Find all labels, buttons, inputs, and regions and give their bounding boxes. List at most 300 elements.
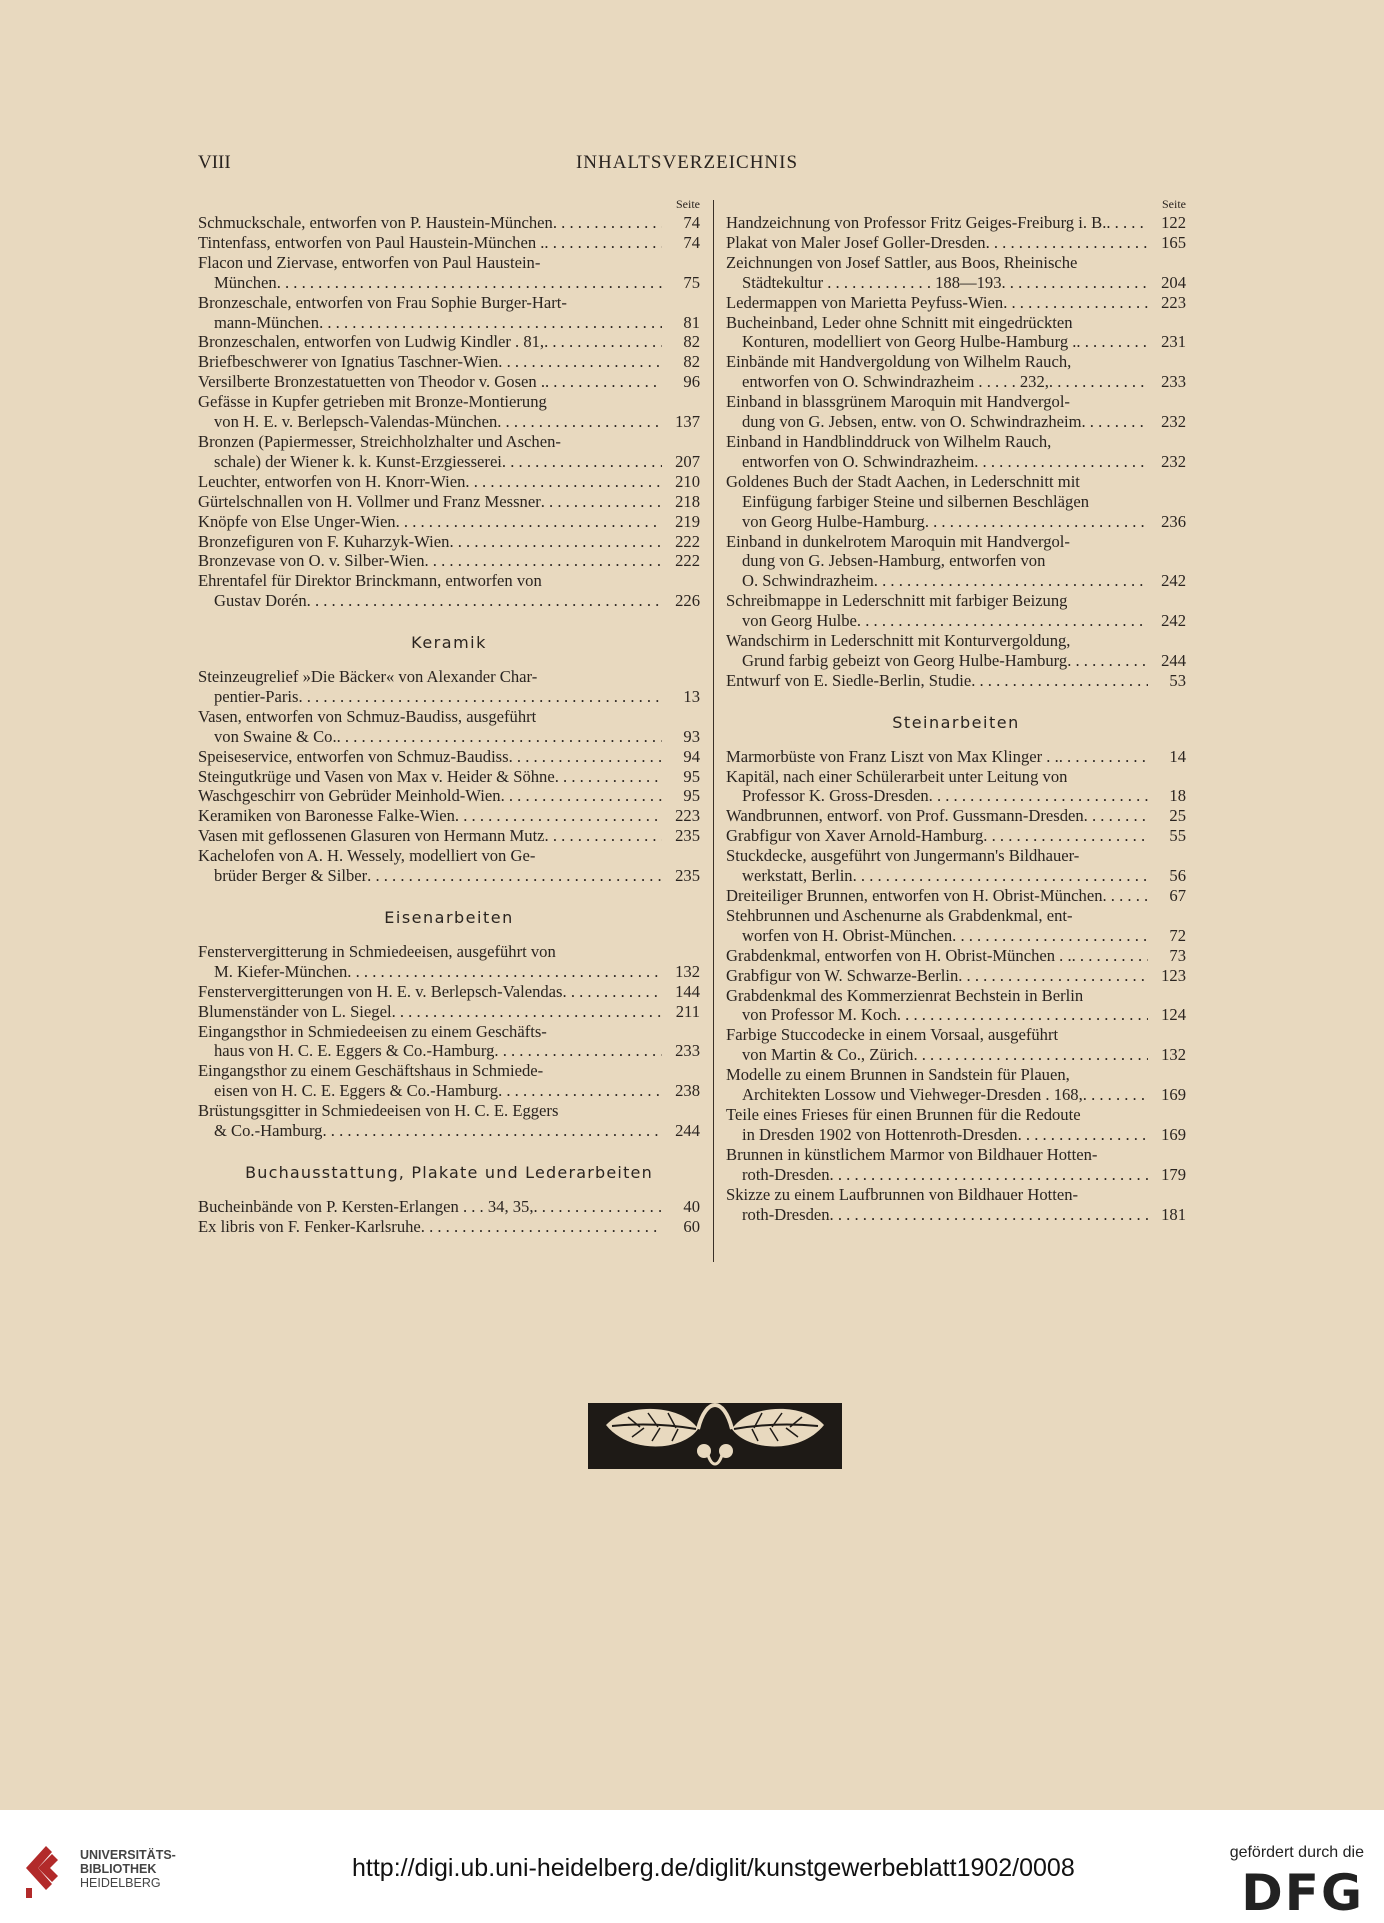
entry-text: Kachelofen von A. H. Wessely, modelliert von Ge- <box>198 846 536 866</box>
toc-entry-line <box>726 1025 1186 1045</box>
toc-entry <box>198 1197 700 1217</box>
toc-entry <box>726 213 1186 233</box>
dot-leader <box>307 591 662 611</box>
dot-leader <box>337 727 662 747</box>
dot-leader <box>897 1005 1148 1025</box>
dot-leader <box>983 826 1148 846</box>
entry-text: Bronzen (Papiermesser, Streichholzhalter und Aschen- <box>198 431 561 451</box>
toc-entry <box>726 1145 1186 1185</box>
dot-leader <box>958 966 1148 986</box>
toc-entry <box>198 767 700 787</box>
toc-entry-line <box>726 1005 1186 1025</box>
page-reference: 231 <box>1161 332 1186 352</box>
entry-text: brüder Berger & Silber <box>214 866 368 886</box>
page-reference: 132 <box>675 961 700 981</box>
dot-leader <box>425 551 663 571</box>
seite-label: Seite <box>676 197 700 211</box>
toc-entry-line <box>198 1217 700 1237</box>
page-reference: 75 <box>683 272 700 292</box>
entry-text: Bronzeschalen, entworfen von Ludwig Kindler . 81, <box>198 332 545 352</box>
entry-text: Blumenständer von L. Siegel <box>198 1001 392 1021</box>
dot-leader <box>830 1165 1148 1185</box>
page-reference: 223 <box>675 806 700 826</box>
dot-leader <box>544 332 662 352</box>
page-reference: 96 <box>683 372 700 392</box>
toc-entry <box>198 1022 700 1062</box>
entry-text: Grabdenkmal des Kommerzienrat Bechstein in Berlin <box>726 985 1084 1005</box>
toc-entry <box>198 293 700 333</box>
page-reference: 226 <box>675 591 700 611</box>
entry-text: M. Kiefer-München <box>214 961 348 981</box>
page-reference: 235 <box>675 866 700 886</box>
entry-text: Modelle zu einem Brunnen in Sandstein für Plauen, <box>726 1065 1070 1085</box>
page-reference: 233 <box>675 1041 700 1061</box>
toc-entry <box>198 1002 700 1022</box>
entry-text: Brunnen in künstlichem Marmor von Bildhauer Hotten- <box>726 1144 1098 1164</box>
entry-text: Fenstervergitterungen von H. E. v. Berlepsch-Valendas <box>198 981 563 1001</box>
section-heading: Buchausstattung, Plakate und Lederarbeiten <box>245 1162 653 1182</box>
toc-entry <box>198 942 700 982</box>
page-reference: 95 <box>683 786 700 806</box>
page-reference: 236 <box>1161 511 1186 531</box>
entry-text: Einfügung farbiger Steine und silbernen Beschlägen <box>742 491 1089 511</box>
entry-text: Ledermappen von Marietta Peyfuss-Wien <box>726 292 1004 312</box>
dot-leader <box>929 786 1148 806</box>
dot-leader <box>1059 747 1148 767</box>
entry-text: Briefbeschwerer von Ignatius Taschner-Wien <box>198 352 499 372</box>
toc-entry <box>726 767 1186 807</box>
toc-entry-line <box>726 233 1186 253</box>
dot-leader <box>298 687 662 707</box>
dot-leader <box>509 747 662 767</box>
toc-entry-line <box>726 986 1186 1006</box>
toc-entry <box>198 372 700 392</box>
section-heading: Steinarbeiten <box>892 712 1020 732</box>
toc-entry <box>726 253 1186 293</box>
toc-entry-line <box>198 293 700 313</box>
entry-text: Stuckdecke, ausgeführt von Jungermann's Bildhauer- <box>726 846 1080 866</box>
toc-entry-line <box>726 512 1186 532</box>
seite-label: Seite <box>1162 197 1186 211</box>
entry-text: Teile eines Frieses für einen Brunnen für die Redoute <box>726 1104 1081 1124</box>
page-reference: 124 <box>1161 1005 1186 1025</box>
entry-text: Einbände mit Handvergoldung von Wilhelm Rauch, <box>726 352 1072 372</box>
page-reference: 55 <box>1169 826 1186 846</box>
entry-text: Schmuckschale, entworfen von P. Haustein-München <box>198 213 553 232</box>
toc-entry <box>198 492 700 512</box>
dot-leader <box>497 412 662 432</box>
toc-entry-line <box>726 631 1186 651</box>
page-reference: 18 <box>1169 786 1186 806</box>
entry-text: Vasen, entworfen von Schmuz-Baudiss, ausgeführt <box>198 706 537 726</box>
toc-entry-line <box>198 352 700 372</box>
leaf-ornament-icon <box>588 1395 842 1475</box>
page-reference: 207 <box>675 451 700 471</box>
toc-entry-line <box>198 591 700 611</box>
entry-text: Gustav Dorén <box>214 591 307 611</box>
toc-entry-line <box>198 1002 700 1022</box>
page-reference: 165 <box>1161 232 1186 252</box>
toc-entry-line <box>198 492 700 512</box>
page-reference: 235 <box>675 826 700 846</box>
entry-text: Farbige Stuccodecke in einem Vorsaal, ausgeführt <box>726 1025 1059 1045</box>
toc-entry <box>198 1061 700 1101</box>
entry-text: Einband in blassgrünem Maroquin mit Handvergol- <box>726 392 1070 412</box>
toc-entry-line <box>726 313 1186 333</box>
entry-text: Dreiteiliger Brunnen, entworfen von H. Obrist-München <box>726 886 1103 905</box>
toc-entry-line <box>726 1105 1186 1125</box>
entry-text: Leuchter, entworfen von H. Knorr-Wien <box>198 471 466 491</box>
toc-entry-line <box>198 866 700 886</box>
toc-entry-line <box>726 332 1186 352</box>
entry-text: Tintenfass, entworfen von Paul Haustein-München . <box>198 232 545 252</box>
page-header <box>198 152 1176 178</box>
toc-entry-line <box>726 372 1186 392</box>
toc-entry-line <box>726 472 1186 492</box>
toc-entry-line <box>198 432 700 452</box>
entry-text: Steingutkrüge und Vasen von Max v. Heider & Söhne <box>198 766 555 786</box>
toc-entry-line <box>726 806 1186 826</box>
toc-entry-line <box>198 1061 700 1081</box>
toc-entry-line <box>726 571 1186 591</box>
entry-text: Grabdenkmal, entworfen von H. Obrist-München . . <box>726 945 1072 965</box>
toc-entry-line <box>726 946 1186 966</box>
page-reference: 73 <box>1169 945 1186 965</box>
dot-leader <box>925 512 1148 532</box>
dot-leader <box>498 1081 662 1101</box>
toc-entry-line <box>198 1101 700 1121</box>
dot-leader <box>541 492 662 512</box>
toc-entry-line <box>198 273 700 293</box>
entry-text: von H. E. v. Berlepsch-Valendas-München <box>214 412 498 432</box>
page-reference: 93 <box>683 726 700 746</box>
entry-text: von Georg Hulbe-Hamburg <box>742 511 925 531</box>
dot-leader <box>913 1045 1148 1065</box>
entry-text: Grabfigur von Xaver Arnold-Hamburg <box>726 826 984 846</box>
entry-text: pentier-Paris <box>214 686 299 706</box>
entry-text: Zeichnungen von Josef Sattler, aus Boos, Rheinische <box>726 252 1078 272</box>
page-reference: 218 <box>675 491 700 511</box>
entry-text: Ex libris von F. Fenker-Karlsruhe <box>198 1216 421 1236</box>
toc-entry <box>726 1065 1186 1105</box>
page-reference: 14 <box>1169 746 1186 766</box>
entry-text: Bronzeschale, entworfen von Frau Sophie Burger-Hart- <box>198 292 567 312</box>
toc-entry-line <box>726 906 1186 926</box>
entry-text: Wandbrunnen, entworf. von Prof. Gussmann-Dresden <box>726 806 1084 826</box>
toc-entry-line <box>198 687 700 707</box>
dot-leader <box>1082 412 1149 432</box>
toc-entry <box>198 332 700 352</box>
toc-entry <box>198 846 700 886</box>
dot-leader <box>986 233 1148 253</box>
toc-entry <box>198 806 700 826</box>
toc-entry <box>198 532 700 552</box>
page-reference: 74 <box>683 213 700 232</box>
page-reference: 25 <box>1169 806 1186 826</box>
toc-entry <box>198 253 700 293</box>
entry-text: von Swaine & Co. <box>214 726 337 746</box>
toc-entry <box>726 906 1186 946</box>
entry-text: mann-München <box>214 312 320 332</box>
entry-text: O. Schwindrazheim <box>742 571 874 591</box>
toc-entry-line <box>726 1085 1186 1105</box>
toc-entry-line <box>726 452 1186 472</box>
page-reference: 53 <box>1169 670 1186 690</box>
toc-entry-line <box>198 1081 700 1101</box>
toc-entry <box>198 233 700 253</box>
entry-text: dung von G. Jebsen-Hamburg, entworfen von <box>742 551 1046 571</box>
toc-entry-line <box>198 532 700 552</box>
page-reference: 219 <box>675 511 700 531</box>
toc-entry-line <box>198 253 700 273</box>
toc-entry-line <box>726 786 1186 806</box>
dot-leader <box>502 452 662 472</box>
entry-text: in Dresden 1902 von Hottenroth-Dresden <box>742 1124 1018 1144</box>
toc-entry <box>726 313 1186 353</box>
dot-leader <box>501 786 662 806</box>
source-url-link[interactable]: http://digi.ub.uni-heidelberg.de/diglit/kunstgewerbeblatt1902/0008 <box>352 1854 1075 1882</box>
entry-text: von Professor M. Koch <box>742 1005 897 1025</box>
page-reference: 123 <box>1161 965 1186 985</box>
toc-entry-line <box>726 392 1186 412</box>
dot-leader <box>1083 1085 1148 1105</box>
toc-entry <box>726 986 1186 1026</box>
page-reference: 233 <box>1161 372 1186 392</box>
library-line-2: BIBLIOTHEK <box>80 1862 157 1876</box>
entry-text: Entwurf von E. Siedle-Berlin, Studie <box>726 670 972 690</box>
toc-entry-line <box>198 1121 700 1141</box>
toc-entry-line <box>726 826 1186 846</box>
library-line-3: HEIDELBERG <box>80 1876 161 1890</box>
toc-entry-line <box>198 962 700 982</box>
right-column <box>726 197 1186 1224</box>
toc-entry-line <box>198 512 700 532</box>
dot-leader <box>421 1217 662 1237</box>
toc-entry-line <box>726 747 1186 767</box>
toc-entry <box>198 352 700 372</box>
toc-entry-line <box>726 651 1186 671</box>
page-reference: 169 <box>1161 1124 1186 1144</box>
toc-entry-line <box>198 412 700 432</box>
page-reference: 204 <box>1161 272 1186 292</box>
page-reference: 211 <box>675 1001 700 1021</box>
toc-entry-line <box>198 233 700 253</box>
toc-entry-line <box>198 942 700 962</box>
dot-leader <box>1003 293 1148 313</box>
page-reference: 82 <box>683 332 700 352</box>
page-title: INHALTSVERZEICHNIS <box>575 152 799 173</box>
toc-entry <box>726 472 1186 532</box>
toc-entry-line <box>726 926 1186 946</box>
entry-text: Einband in Handblinddruck von Wilhelm Rauch, <box>726 431 1052 451</box>
page-reference: 94 <box>683 746 700 766</box>
entry-text: München <box>214 272 277 292</box>
toc-entry-line <box>198 982 700 1002</box>
page-reference: 238 <box>675 1081 700 1101</box>
entry-text: Fenstervergitterung in Schmiedeeisen, ausgeführt von <box>198 941 556 961</box>
page-reference: 132 <box>1161 1045 1186 1065</box>
toc-entry-line <box>198 332 700 352</box>
toc-entry <box>198 213 700 233</box>
entry-text: Keramiken von Baronesse Falke-Wien <box>198 806 455 826</box>
entry-text: von Martin & Co., Zürich <box>742 1045 914 1065</box>
toc-entry-line <box>198 213 700 233</box>
dot-leader <box>1106 213 1148 233</box>
toc-entry <box>726 392 1186 432</box>
dfg-logo: DFG <box>1241 1864 1364 1922</box>
toc-entry <box>198 512 700 532</box>
page-reference: 82 <box>683 352 700 372</box>
toc-entry <box>726 671 1186 691</box>
entry-text: schale) der Wiener k. k. Kunst-Erzgiesserei <box>214 451 502 471</box>
entry-text: Gürtelschnallen von H. Vollmer und Franz Messner <box>198 491 541 511</box>
dot-leader <box>534 1197 663 1217</box>
dot-leader <box>545 372 662 392</box>
entry-text: Gefässe in Kupfer getrieben mit Bronze-Montierung <box>198 392 547 412</box>
toc-entry-line <box>726 671 1186 691</box>
dot-leader <box>555 767 662 787</box>
entry-text: Ehrentafel für Direktor Brinckmann, entworfen von <box>198 571 542 591</box>
toc-entry-line <box>198 551 700 571</box>
entry-text: entworfen von O. Schwindrazheim <box>742 451 975 471</box>
toc-entry-line <box>198 747 700 767</box>
entry-text: Speiseservice, entworfen von Schmuz-Baudiss <box>198 746 509 766</box>
toc-entry-line <box>726 611 1186 631</box>
toc-entry <box>726 432 1186 472</box>
dot-leader <box>1072 946 1148 966</box>
toc-entry <box>726 293 1186 313</box>
entry-text: Versilberte Bronzestatuetten von Theodor v. Gosen . <box>198 372 545 392</box>
entry-text: Steinzeugrelief »Die Bäcker« von Alexander Char- <box>198 667 538 687</box>
entry-text: Grund farbig gebeizt von Georg Hulbe-Hamburg <box>742 650 1068 670</box>
page-reference: 13 <box>683 686 700 706</box>
page-number: VIII <box>198 152 231 173</box>
toc-entry <box>726 846 1186 886</box>
toc-entry <box>726 966 1186 986</box>
toc-entry <box>198 786 700 806</box>
dot-leader <box>544 233 662 253</box>
entry-text: Skizze zu einem Laufbrunnen von Bildhauer Hotten- <box>726 1184 1079 1204</box>
entry-text: Schreibmappe in Lederschnitt mit farbiger Beizung <box>726 591 1068 611</box>
toc-entry-line <box>198 1197 700 1217</box>
toc-entry <box>726 826 1186 846</box>
page-reference: 232 <box>1161 451 1186 471</box>
dot-leader <box>553 213 662 233</box>
page-reference: 95 <box>683 766 700 786</box>
entry-text: Marmorbüste von Franz Liszt von Max Klinger . . <box>726 746 1059 766</box>
toc-entry-line <box>198 452 700 472</box>
page-reference: 222 <box>675 531 700 551</box>
dot-leader <box>1002 273 1149 293</box>
toc-entry-line <box>726 1045 1186 1065</box>
page-reference: 232 <box>1161 412 1186 432</box>
left-column <box>198 197 700 1237</box>
page-reference: 244 <box>1161 650 1186 670</box>
entry-text: Stehbrunnen und Aschenurne als Grabdenkmal, ent- <box>726 905 1073 925</box>
entry-text: Bucheinbände von P. Kersten-Erlangen . . . 34, 35, <box>198 1196 534 1216</box>
toc-entry-line <box>726 866 1186 886</box>
toc-entry-line <box>726 253 1186 273</box>
dot-leader <box>563 982 662 1002</box>
toc-entry-line <box>198 667 700 687</box>
entry-text: von Georg Hulbe <box>742 611 857 631</box>
toc-entry-line <box>726 1125 1186 1145</box>
entry-text: Knöpfe von Else Unger-Wien <box>198 511 396 531</box>
toc-entry <box>198 747 700 767</box>
entry-text: Plakat von Maler Josef Goller-Dresden <box>726 232 986 252</box>
dot-leader <box>545 826 662 846</box>
toc-entry-line <box>198 313 700 333</box>
entry-text: Vasen mit geflossenen Glasuren von Hermann Mutz <box>198 826 545 846</box>
toc-entry <box>726 806 1186 826</box>
dot-leader <box>1076 332 1148 352</box>
dot-leader <box>322 1121 662 1141</box>
dot-leader <box>319 313 662 333</box>
toc-entry <box>198 707 700 747</box>
toc-entry-line <box>726 1165 1186 1185</box>
toc-entry-line <box>198 372 700 392</box>
entry-text: entworfen von O. Schwindrazheim . . . . . 232, <box>742 372 1049 392</box>
toc-entry-line <box>198 1041 700 1061</box>
page-reference: 40 <box>683 1196 700 1216</box>
page-reference: 181 <box>1161 1204 1186 1224</box>
toc-entry <box>198 1101 700 1141</box>
toc-entry <box>198 571 700 611</box>
dot-leader <box>347 962 662 982</box>
entry-text: Kapitäl, nach einer Schülerarbeit unter Leitung von <box>726 766 1068 786</box>
toc-entry <box>726 352 1186 392</box>
toc-entry-line <box>726 886 1186 906</box>
entry-text: Eingangsthor zu einem Geschäftshaus in Schmiede- <box>198 1061 544 1081</box>
toc-entry-line <box>726 966 1186 986</box>
toc-entry-line <box>198 727 700 747</box>
funded-by-text: gefördert durch die <box>1229 1844 1364 1861</box>
toc-entry <box>726 631 1186 671</box>
toc-entry-line <box>726 412 1186 432</box>
toc-entry-line <box>726 767 1186 787</box>
page-reference: 56 <box>1169 866 1186 886</box>
dot-leader <box>455 806 662 826</box>
library-name <box>80 1848 176 1890</box>
entry-text: Bronzefiguren von F. Kuharzyk-Wien <box>198 531 450 551</box>
page-reference: 179 <box>1161 1164 1186 1184</box>
toc-entry-line <box>726 1145 1186 1165</box>
page-reference: 81 <box>683 312 700 332</box>
entry-text: Einband in dunkelrotem Maroquin mit Handvergol- <box>726 531 1070 551</box>
dot-leader <box>874 571 1148 591</box>
toc-entry <box>198 472 700 492</box>
entry-text: Professor K. Gross-Dresden <box>742 786 929 806</box>
toc-entry-line <box>726 846 1186 866</box>
section-heading: Keramik <box>411 633 487 653</box>
entry-text: werkstatt, Berlin <box>742 866 853 886</box>
toc-entry <box>726 946 1186 966</box>
toc-entry-line <box>726 1185 1186 1205</box>
toc-entry <box>726 886 1186 906</box>
toc-entry-line <box>726 1205 1186 1225</box>
dot-leader <box>494 1041 662 1061</box>
dot-leader <box>465 472 662 492</box>
toc-entry <box>726 1025 1186 1065</box>
toc-entry-line <box>198 472 700 492</box>
toc-entry-line <box>726 293 1186 313</box>
toc-entry <box>726 1105 1186 1145</box>
entry-text: Bucheinband, Leder ohne Schnitt mit eingedrückten <box>726 312 1073 332</box>
dot-leader <box>952 926 1148 946</box>
entry-text: Waschgeschirr von Gebrüder Meinhold-Wien <box>198 786 501 806</box>
entry-text: Handzeichnung von Professor Fritz Geiges-Freiburg i. B. <box>726 213 1107 232</box>
dot-leader <box>853 866 1148 886</box>
